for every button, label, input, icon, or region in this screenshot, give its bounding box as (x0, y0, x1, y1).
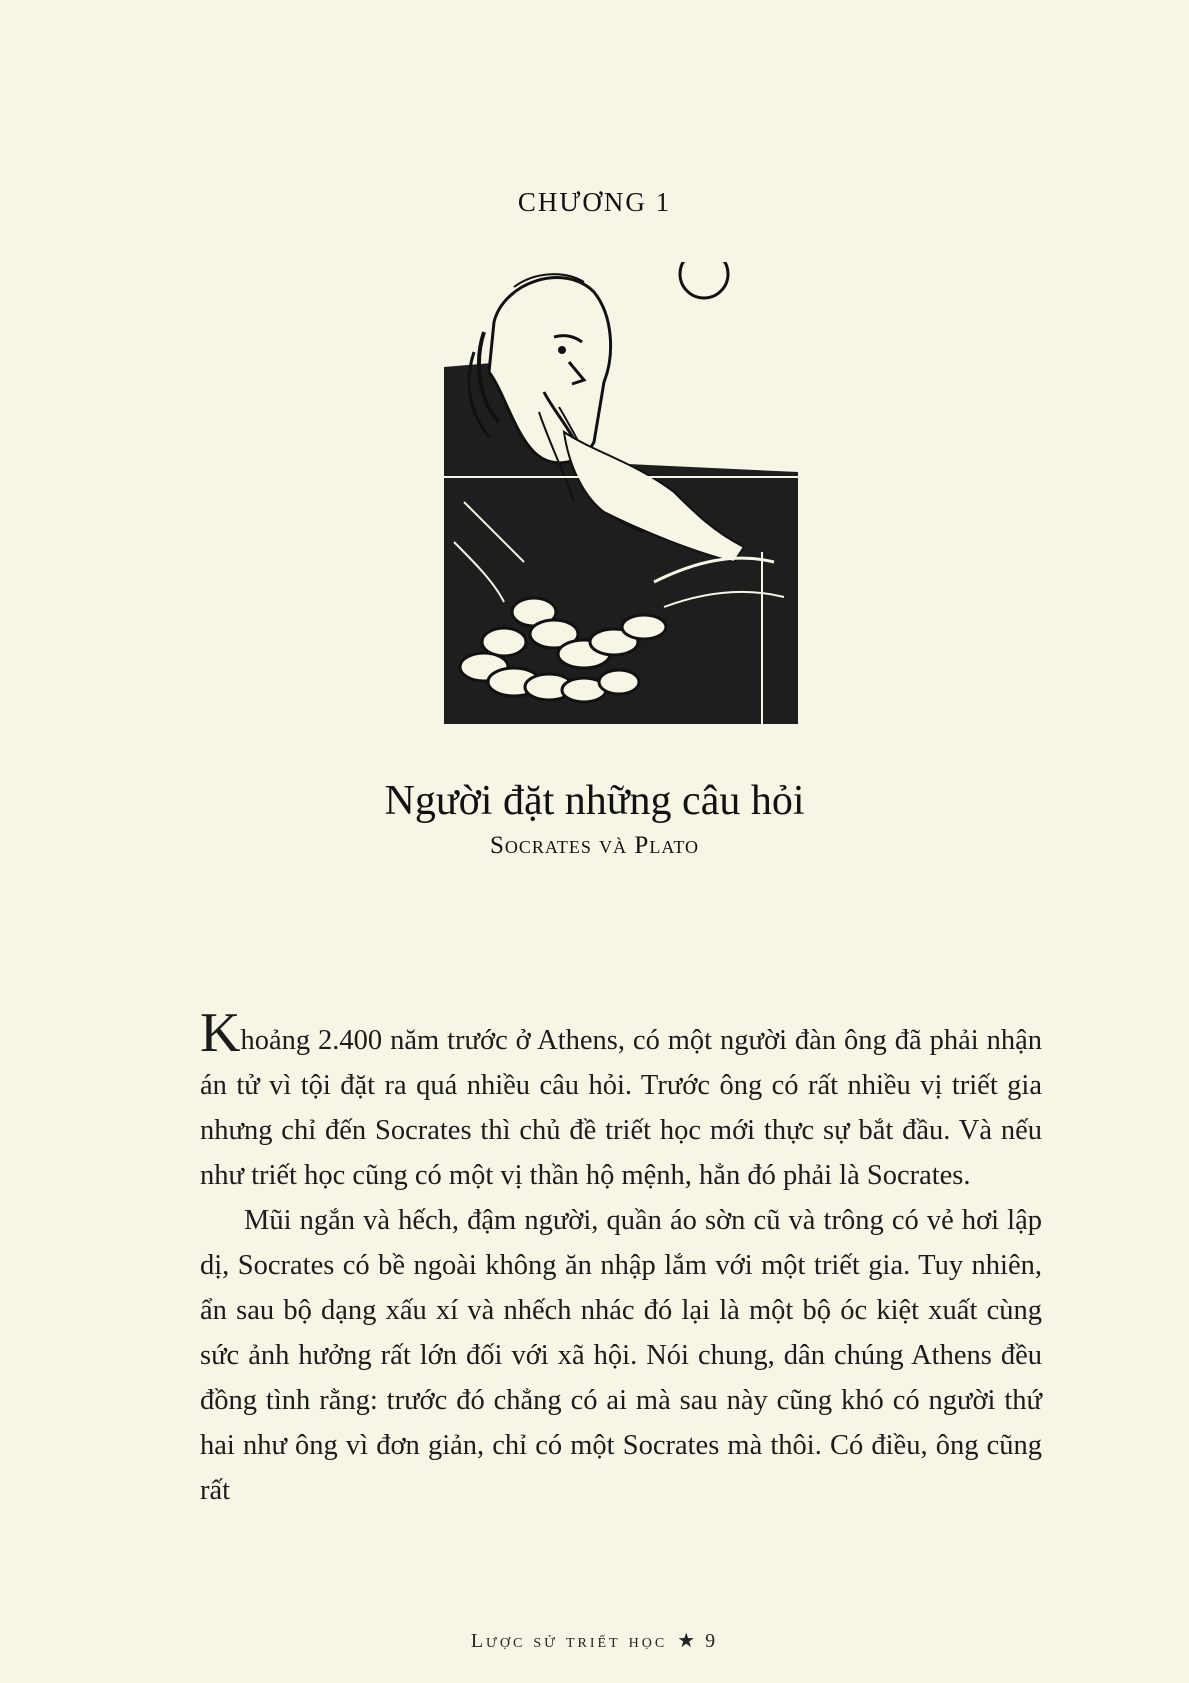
page-footer (0, 1628, 1189, 1653)
chapter-subtitle: Socrates và Plato (490, 832, 699, 859)
chapter-title: Người đặt những câu hỏi (384, 778, 805, 824)
drop-cap: K (200, 1002, 241, 1064)
paragraph-2: Mũi ngắn và hếch, đậm người, quần áo sờn cũ và trông có vẻ hơi lập dị, Socrates có bề ngoài không ăn nhập lắm với một triết gia. Tuy nhiên, ẩn sau bộ dạng xấu xí và nhếch nhác đó lại là một bộ óc kiệt xuất cùng sức ảnh hưởng rất lớn đối với xã hội. Nói chung, dân chúng Athens đều đồng tình rằng: trước đó chẳng có ai mà sau này cũng khó có người thứ hai như ông vì đơn giản, chỉ có một Socrates mà thôi. Có điều, ông cũng rất (200, 1205, 1042, 1506)
paragraph-1-text: hoảng 2.400 năm trước ở Athens, có một người đàn ông đã phải nhận án tử vì tội đặt ra quá nhiều câu hỏi. Trước ông có rất nhiều vị triết gia nhưng chỉ đến Socrates thì chủ đề triết học mới thực sự bắt đầu. Và nếu như triết học cũng có một vị thần hộ mệnh, hẳn đó phải là Socrates. (200, 1025, 1042, 1191)
star-icon: ★ (677, 1630, 696, 1652)
body-text (200, 1002, 1042, 1513)
paragraph-1 (200, 1002, 1042, 1198)
page-number: 9 (705, 1630, 719, 1652)
chapter-label: CHƯƠNG 1 (517, 187, 672, 217)
running-title: Lược sử triết học (470, 1630, 668, 1652)
socrates-portrait-icon (444, 262, 798, 724)
